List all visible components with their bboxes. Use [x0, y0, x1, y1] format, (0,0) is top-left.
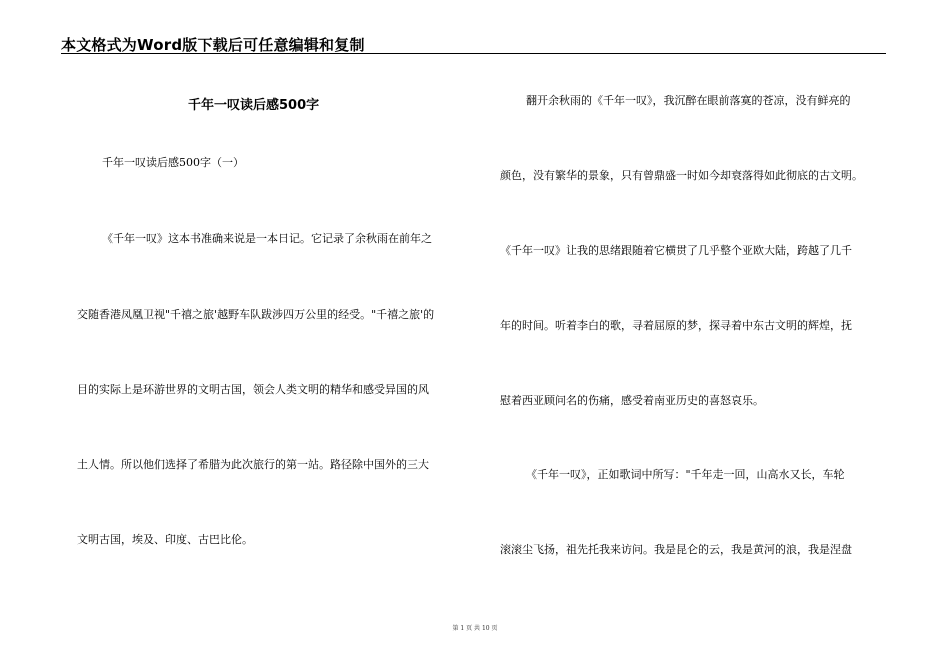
left-paragraph-line: 土人情。所以他们选择了希腊为此次旅行的第一站。路径除中国外的三大 [77, 458, 429, 471]
left-paragraph-line: 文明古国，埃及、印度、古巴比伦。 [77, 533, 253, 546]
right-paragraph-line: 《千年一叹》，正如歌词中所写："千年走一回，山高水又长，车轮 [526, 468, 845, 481]
right-paragraph-line: 滚滚尘飞扬，祖先托我来访问。我是昆仑的云，我是黄河的浪，我是涅盘 [500, 543, 852, 556]
right-paragraph-line: 慰着西亚顾问名的伤痛，感受着南亚历史的喜怒哀乐。 [500, 394, 764, 407]
right-paragraph-line: 颜色，没有繁华的景象，只有曾鼎盛一时如今却衰落得如此彻底的古文明。 [500, 169, 863, 182]
page-number: 第 1 页 共 10 页 [452, 625, 498, 632]
right-paragraph-line: 年的时间。听着李白的歌，寻着屈原的梦，探寻着中东古文明的辉煌，抚 [500, 319, 852, 332]
left-paragraph-line: 交随香港凤凰卫视"千禧之旅'越野车队跋涉四万公里的经受。"千禧之旅'的 [77, 308, 435, 321]
right-paragraph-line: 《千年一叹》让我的思绪跟随着它横贯了几乎整个亚欧大陆，跨越了几千 [500, 244, 852, 257]
document-title: 千年一叹读后感500字 [188, 98, 320, 113]
header-notice: 本文格式为Word版下载后可任意编辑和复制 [61, 36, 365, 54]
left-paragraph-line: 《千年一叹》这本书准确来说是一本日记。它记录了余秋雨在前年之 [102, 232, 432, 245]
right-paragraph-line: 翻开余秋雨的《千年一叹》，我沉醉在眼前落寞的苍凉，没有鲜亮的 [526, 94, 851, 107]
header-divider [61, 53, 886, 54]
left-subtitle: 千年一叹读后感500字（一） [102, 156, 244, 169]
left-paragraph-line: 目的实际上是环游世界的文明古国，领会人类文明的精华和感受异国的风 [77, 383, 429, 396]
